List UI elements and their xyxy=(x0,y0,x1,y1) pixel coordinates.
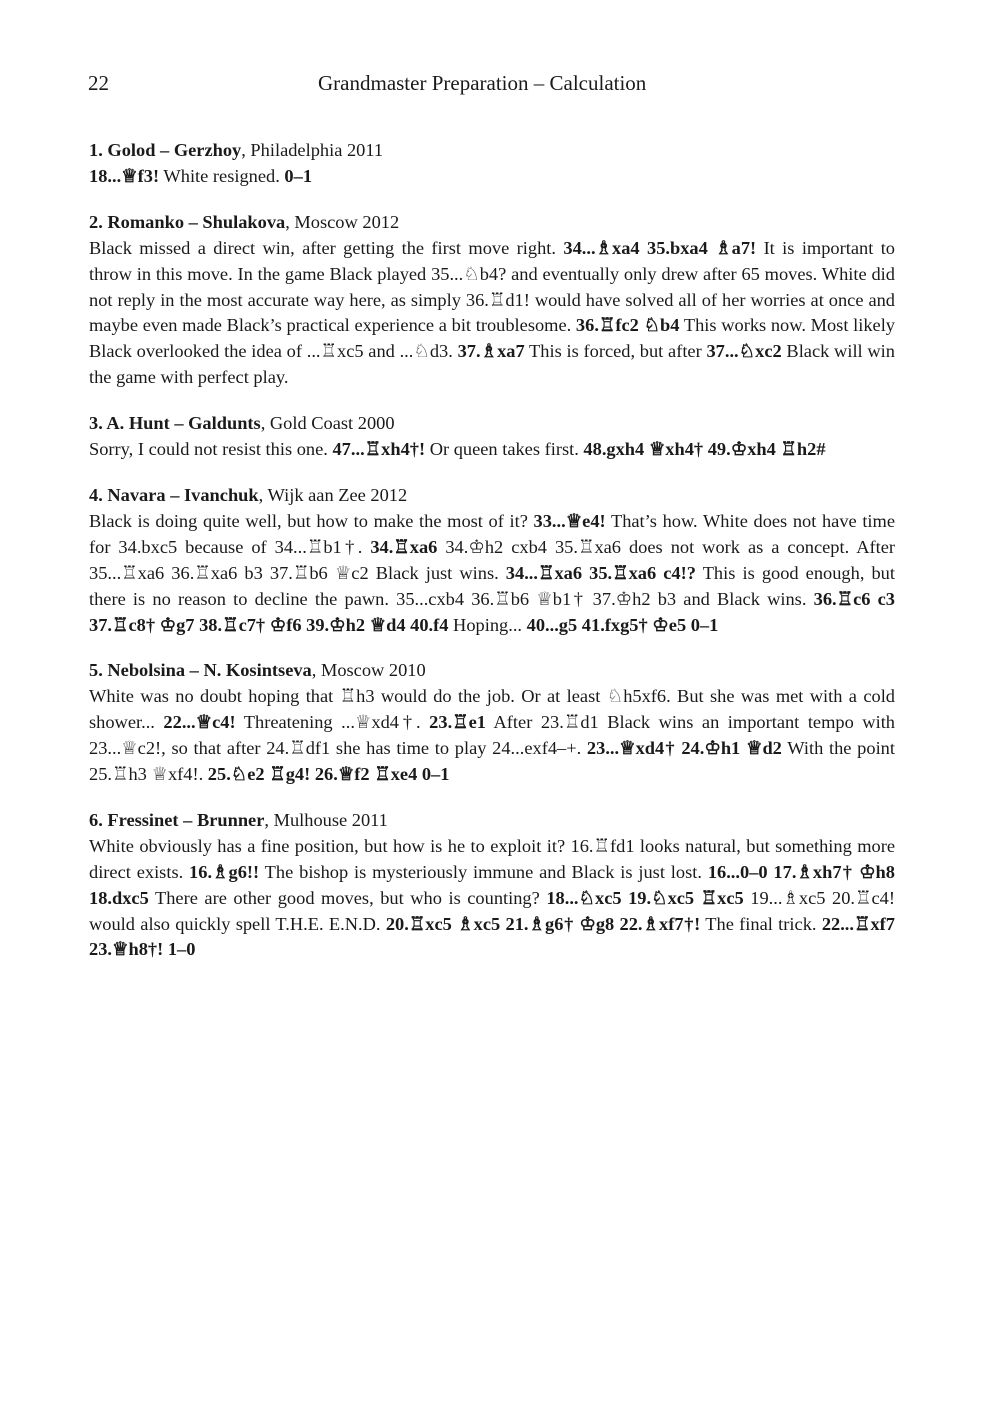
commentary-text: There are other good moves, but who is counting? xyxy=(148,887,547,908)
game-players: 5. Nebolsina – N. Kosintseva xyxy=(89,660,312,681)
commentary-text: The bishop is mysteriously immune and Black is just lost. xyxy=(259,861,708,882)
move-notation: 0–1 xyxy=(284,165,313,186)
move-notation: 47...♖xh4†! xyxy=(332,439,426,460)
move-notation: 25.♘e2 ♖g4! 26.♕f2 ♖xe4 0–1 xyxy=(207,764,450,785)
game-heading xyxy=(89,808,895,834)
move-notation: 16...0–0 17.♗xh7† ♔h8 18.dxc5 xyxy=(89,861,895,908)
solution-entry xyxy=(89,411,895,463)
move-notation: 48.gxh4 ♕xh4† 49.♔xh4 ♖h2# xyxy=(583,439,826,460)
commentary-text: Black is doing quite well, but how to make the most of it? xyxy=(89,510,534,531)
game-heading xyxy=(89,411,895,437)
commentary-text: It is important to throw in this move. In the game Black played 35...♘b4? and eventually only drew after 65 moves. White did not reply in the most accurate way here, as simply 36.♖d1! would have solved all of her worries at once and maybe even made Black’s practical experience a bit troublesome. xyxy=(89,237,895,336)
exercise-solutions xyxy=(89,138,895,983)
move-notation: 37.♗xa7 xyxy=(457,341,525,362)
commentary-text: White obviously has a fine position, but how is he to exploit it? 16.♖fd1 looks natural, but something more direct exists. xyxy=(89,835,895,882)
game-heading xyxy=(89,210,895,236)
page-number: 22 xyxy=(88,71,109,95)
solution-text xyxy=(89,164,895,190)
game-event: , Gold Coast 2000 xyxy=(260,413,395,434)
solution-text xyxy=(89,509,895,639)
commentary-text: Hoping... xyxy=(448,614,527,635)
game-event: , Moscow 2012 xyxy=(285,211,400,232)
commentary-text: Black missed a direct win, after getting the first move right. xyxy=(89,237,564,258)
game-heading xyxy=(89,483,895,509)
commentary-text: That’s how. White does not have time for 34.bxc5 because of 34...♖b1†. xyxy=(89,510,896,557)
game-event: , Mulhouse 2011 xyxy=(264,809,388,830)
game-players: 3. A. Hunt – Galdunts xyxy=(89,413,261,434)
commentary-text: This works now. Most likely Black overlooked the idea of ...♖xc5 and ...♘d3. xyxy=(89,315,896,362)
running-head: Grandmaster Preparation – Calculation xyxy=(318,71,647,95)
solution-text xyxy=(89,684,895,788)
game-event: , Wijk aan Zee 2012 xyxy=(258,484,408,505)
solution-text xyxy=(89,236,895,391)
commentary-text: 19...♗xc5 20.♖c4! would also quickly spell T.H.E. E.N.D. xyxy=(89,887,895,934)
commentary-text: White was no doubt hoping that ♖h3 would do the job. Or at least ♘h5xf6. But she was met with a cold shower... xyxy=(89,686,895,733)
solution-entry xyxy=(89,138,895,190)
commentary-text: This is forced, but after xyxy=(524,341,707,362)
commentary-text: Sorry, I could not resist this one. xyxy=(89,439,333,460)
move-notation: 22...♕c4! xyxy=(163,712,236,733)
solution-entry xyxy=(89,808,895,963)
move-notation: 34...♖xa6 35.♖xa6 c4!? xyxy=(505,562,696,583)
move-notation: 36.♖c6 c3 37.♖c8† ♔g7 38.♖c7† ♔f6 39.♔h2 ♕d4 40.f4 xyxy=(89,588,895,635)
commentary-text: White resigned. xyxy=(159,165,285,186)
move-notation: 22...♖xf7 23.♕h8†! 1–0 xyxy=(89,913,895,960)
move-notation: 34.♖xa6 xyxy=(370,536,438,557)
solution-entry xyxy=(89,483,895,638)
game-players: 2. Romanko – Shulakova xyxy=(89,211,286,232)
move-notation: 33...♕e4! xyxy=(533,510,606,531)
solution-entry xyxy=(89,210,895,391)
game-heading xyxy=(89,138,895,164)
move-notation: 18...♕f3! xyxy=(89,165,160,186)
game-players: 1. Golod – Gerzhoy xyxy=(89,140,242,160)
commentary-text: Black will win the game with perfect play. xyxy=(89,341,895,388)
commentary-text: With the point 25.♖h3 ♕xf4!. xyxy=(89,738,895,785)
solution-entry xyxy=(89,658,895,788)
game-players: 6. Fressinet – Brunner xyxy=(89,809,265,830)
move-notation: 36.♖fc2 ♘b4 xyxy=(575,315,680,336)
move-notation: 20.♖xc5 ♗xc5 21.♗g6† ♔g8 22.♗xf7†! xyxy=(385,913,701,934)
commentary-text: The final trick. xyxy=(700,913,822,934)
move-notation: 37...♘xc2 xyxy=(706,341,782,362)
move-notation: 34...♗xa4 35.bxa4 ♗a7! xyxy=(563,237,757,258)
commentary-text: 34.♔h2 cxb4 35.♖xa6 does not work as a concept. After 35...♖xa6 36.♖xa6 b3 37.♖b6 ♕c2 Black just wins. xyxy=(89,536,895,583)
game-heading xyxy=(89,658,895,684)
commentary-text: Or queen takes first. xyxy=(425,439,584,460)
move-notation: 23...♕xd4† 24.♔h1 ♕d2 xyxy=(586,738,782,759)
commentary-text: After 23.♖d1 Black wins an important tempo with 23...♕c2!, so that after 24.♖df1 she has time to play 24...exf4–+. xyxy=(89,712,895,759)
solution-text xyxy=(89,437,895,463)
commentary-text: This is good enough, but there is no reason to decline the pawn. 35...cxb4 36.♖b6 ♕b1† 37.♔h2 b3 and Black wins. xyxy=(89,562,895,609)
move-notation: 40...g5 41.fxg5† ♔e5 0–1 xyxy=(526,614,719,635)
game-event: , Moscow 2010 xyxy=(311,660,426,681)
commentary-text: Threatening ...♕xd4†. xyxy=(235,712,430,733)
move-notation: 23.♖e1 xyxy=(429,712,487,733)
game-event: , Philadelphia 2011 xyxy=(241,140,384,160)
move-notation: 16.♗g6!! xyxy=(189,861,260,882)
game-players: 4. Navara – Ivanchuk xyxy=(89,484,259,505)
move-notation: 18...♘xc5 19.♘xc5 ♖xc5 xyxy=(546,887,744,908)
solution-text xyxy=(89,834,895,964)
